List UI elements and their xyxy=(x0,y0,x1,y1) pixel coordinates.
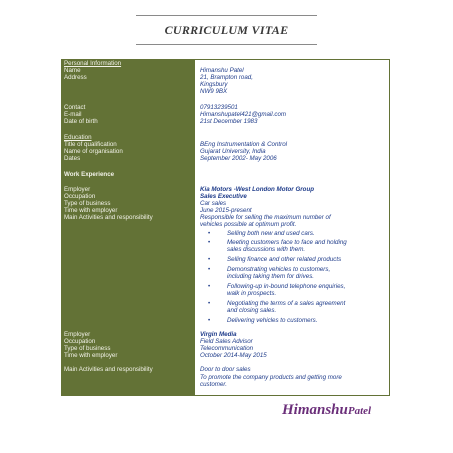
qualification-label: Title of qualification xyxy=(64,141,117,148)
organisation-value: Gujarat University, India xyxy=(200,148,266,155)
bullet-icon: • xyxy=(208,317,211,324)
activity-line: Door to door sales xyxy=(200,366,251,373)
address-line: NW9 9BX xyxy=(200,88,228,95)
dob-label: Date of birth xyxy=(64,118,98,125)
personal-heading: Personal Information xyxy=(64,60,122,67)
occupation-label: Occupation xyxy=(64,193,96,200)
business-label: Type of business xyxy=(64,200,111,207)
employer-value: Virgin Media xyxy=(200,331,237,338)
signature-last: Patel xyxy=(347,405,372,417)
business-value: Car sales xyxy=(200,200,227,207)
name-value: Himanshu Patel xyxy=(200,67,244,74)
dob-value: 21st December 1983 xyxy=(200,118,258,125)
activity-line: To promote the company products and getting more xyxy=(200,374,342,381)
bullet-text: and closing sales. xyxy=(227,307,277,314)
occupation-value: Field Sales Advisor xyxy=(200,338,253,345)
bullet-text: Following-up in-bound telephone enquiries, xyxy=(227,283,346,290)
summary-line: Responsible for selling the maximum number of xyxy=(200,214,331,221)
contact-label: Contact xyxy=(64,104,86,111)
activities-label: Main Activities and responsibility xyxy=(64,366,153,373)
bullet-icon: • xyxy=(208,266,211,273)
address-line: 21, Brampton road, xyxy=(200,74,253,81)
business-value: Telecommunication xyxy=(200,345,254,352)
time-label: Time with employer xyxy=(64,207,118,214)
time-value: October 2014-May 2015 xyxy=(200,352,267,359)
education-heading: Education xyxy=(64,134,92,141)
occupation-label: Occupation xyxy=(64,338,96,345)
bullet-text: including taking them for drives. xyxy=(227,273,315,280)
organisation-label: Name of organisation xyxy=(64,148,123,155)
dates-value: September 2002- May 2006 xyxy=(200,155,277,162)
bullet-text: walk in prospects. xyxy=(227,290,277,297)
work-heading: Work Experience xyxy=(64,171,115,178)
dates-label: Dates xyxy=(64,155,81,162)
bullet-icon: • xyxy=(208,256,211,263)
signature xyxy=(282,401,371,419)
qualification-value: BEng Instrumentation & Control xyxy=(200,141,288,148)
activities-label: Main Activities and responsibility xyxy=(64,214,153,221)
signature-first: Himanshu xyxy=(282,402,348,418)
bullet-icon: • xyxy=(208,300,211,307)
bullet-text: Selling finance and other related products xyxy=(227,256,342,263)
title-rule xyxy=(136,44,317,45)
bullet-icon: • xyxy=(208,230,211,237)
address-line: Kingsbury xyxy=(200,81,228,88)
time-value: June 2015-present xyxy=(200,207,252,214)
activity-line: customer. xyxy=(200,381,227,388)
bullet-text: Delivering vehicles to customers. xyxy=(227,317,318,324)
address-label: Address xyxy=(64,74,87,81)
email-label: E-mail xyxy=(64,111,82,118)
occupation-value: Sales Executive xyxy=(200,193,247,200)
bullet-text: Selling both new and used cars. xyxy=(227,230,315,237)
bullet-text: Meeting customers face to face and holding xyxy=(227,239,347,246)
employer-value: Kia Motors -West London Motor Group xyxy=(200,186,314,193)
email-value: Himanshupatel421@gmail.com xyxy=(200,111,287,118)
time-label: Time with employer xyxy=(64,352,118,359)
bullet-icon: • xyxy=(208,239,211,246)
employer-label: Employer xyxy=(64,186,91,193)
business-label: Type of business xyxy=(64,345,111,352)
bullet-text: sales discussions with them. xyxy=(227,246,306,253)
employer-label: Employer xyxy=(64,331,91,338)
contact-value: 07913239501 xyxy=(200,104,238,111)
bullet-text: Demonstrating vehicles to customers, xyxy=(227,266,331,273)
bullet-icon: • xyxy=(208,283,211,290)
bullet-text: Negotiating the terms of a sales agreement xyxy=(227,300,346,307)
page-title: CURRICULUM VITAE xyxy=(164,23,289,37)
top-rule xyxy=(136,15,317,16)
name-label: Name xyxy=(64,67,81,74)
summary-line: vehicles possible at optimum profit. xyxy=(200,221,297,228)
